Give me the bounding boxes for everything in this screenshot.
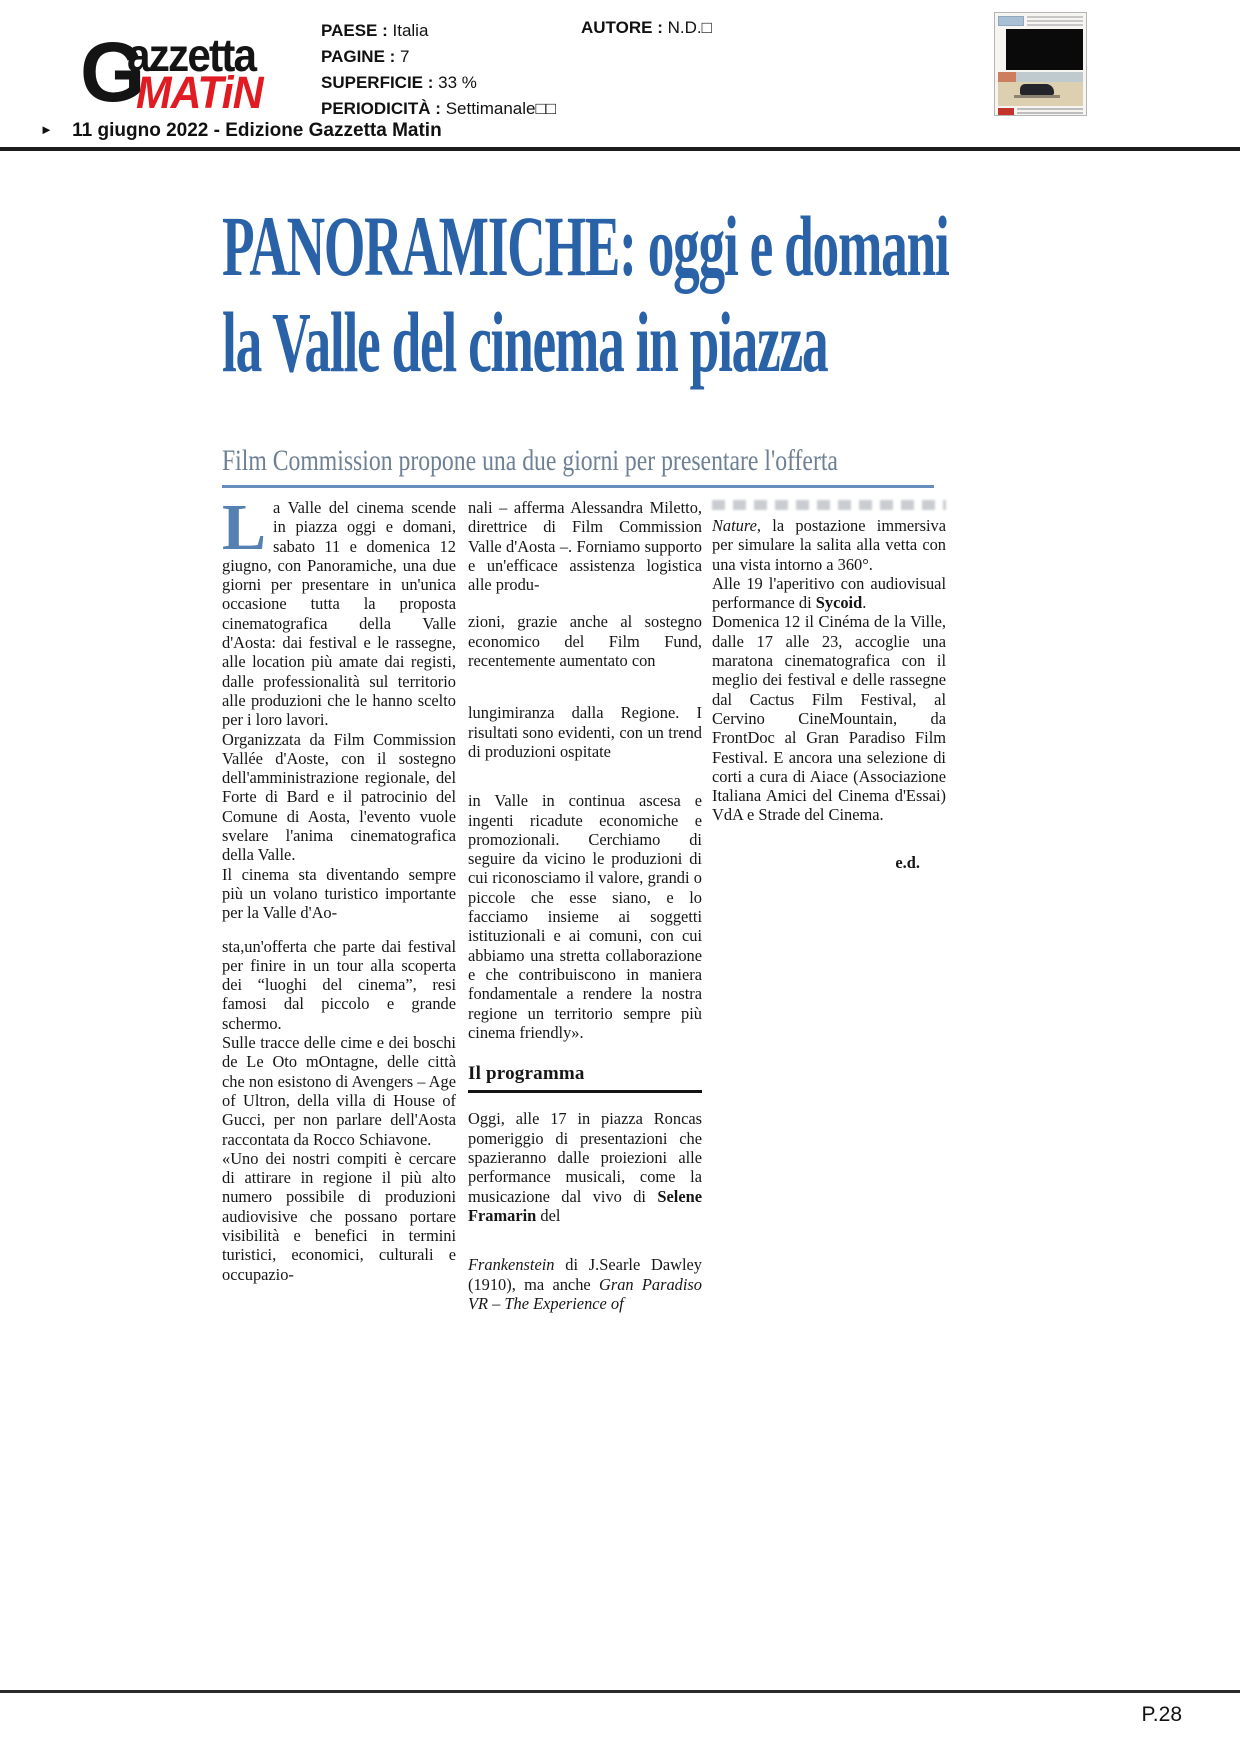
paragraph-text: a Valle del cinema scende in piazza oggi e domani, sabato 11 e domenica 12 giugno, con Panoramiche, una due giorni per presentare in un'unica occasione tutta la proposta cinematografica della Valle d'Aosta: dai festival e le rassegne, alle location più amate dai registi, dalle professionalità sul territorio alle produzioni che le hanno scelto per i loro lavori. [222,498,456,730]
thumbnail-logo-block [998,16,1024,26]
article-headline [222,198,949,390]
paragraph: Il cinema sta diventando sempre più un volano turistico importante per la Valle d'Ao- [222,864,456,923]
paragraph: Sulle tracce delle cime e dei boschi de Le Oto mOntagne, delle città che non esistono di Avengers – Age of Ultron, della villa di House of Gucci, per non parlare dell'Aosta raccontata da Rocco Schiavone. [222,1033,456,1149]
headline-line-1: PANORAMICHE: oggi e domani [222,198,949,294]
artist-name-bold: Sycoid [815,593,863,613]
article-subtitle [222,444,938,478]
meta-periodicita-label: PERIODICITÀ : [321,99,441,118]
body-column-3 [712,498,946,872]
meta-pagine-label: PAGINE : [321,47,396,66]
paragraph-text: . [862,593,867,613]
thumbnail-ad-ground [1014,95,1060,98]
thumbnail-footer-lines [1017,108,1083,116]
triangle-arrow-icon: ► [40,122,53,137]
meta-autore-label: AUTORE : [581,18,663,37]
body-column-2 [468,498,702,1313]
meta-pagine-value: 7 [400,47,410,66]
headline-line-2: la Valle del cinema in piazza [222,294,828,390]
meta-paese-label: PAESE : [321,21,388,40]
meta-periodicita [321,96,556,122]
paragraph [468,1109,702,1225]
dropcap-letter: L [222,491,267,564]
meta-superficie-value: 33 % [438,73,477,92]
footer-divider-rule [0,1690,1240,1693]
header-divider-rule [0,147,1240,151]
meta-superficie-label: SUPERFICIE : [321,73,434,92]
thumbnail-text-lines [1027,16,1083,27]
meta-superficie [321,70,556,96]
gazzetta-matin-logo [80,25,320,119]
logo-letter-g: G [80,25,143,119]
paragraph: Domenica 12 il Cinéma de la Ville, dalle 17 alle 23, accoglie una maratona cinematografica con il meglio dei festival e delle rassegne dal Cactus Film Festival, al Cervino CineMountain, da FrontDoc al Gran Paradiso Film Festival. E ancora una selezione di corti a cura di Aiace (Associazione Italiana Amici del Cinema d'Essai) VdA e Strade del Cinema. [712,612,946,825]
paragraph: nali – afferma Alessandra Miletto, direttrice di Film Commission Valle d'Aosta –. Forniamo supporto e un'efficace assistenza logistica alle produ- [468,498,702,595]
paragraph [712,574,946,613]
paragraph-text: , la postazione immersiva per simulare la salita alla vetta con una vista intorno a 360°. [712,516,946,574]
thumbnail-article-highlight [1006,29,1083,70]
film-title-italic: Gran Paradiso VR – The Experience of [468,1274,703,1313]
paragraph-text: di J.Searle Dawley (1910), ma anche [468,1255,702,1294]
section-header-il-programma: Il programma [468,1064,702,1093]
film-title-italic: Frankenstein [468,1255,555,1275]
paragraph: «Uno dei nostri compiti è cercare di attirare in regione il più alto numero possibile di produzioni audiovisive che possano portare visibilità e benefici in termini turistici, economici, culturali e occupazio- [222,1148,456,1284]
author-signature: e.d. [895,852,920,872]
logo-word-azzetta: azzetta [127,29,256,81]
article-subtitle-text: Film Commission propone una due giorni per presentare l'offerta [222,444,838,477]
person-name-bold: Selene Framarin [468,1186,702,1225]
clipping-metadata [321,18,556,122]
meta-paese-value: Italia [392,21,429,40]
meta-periodicita-value: Settimanale□□ [445,99,556,118]
paragraph-text: Alle 19 l'aperitivo con audiovisual performance di [712,573,946,613]
source-page-thumbnail [994,12,1087,116]
paragraph [222,491,456,730]
meta-autore [581,18,712,38]
film-title-italic: Nature [712,516,757,535]
meta-autore-value: N.D.□ [667,18,712,37]
thumbnail-car-ad [998,72,1083,106]
logo-word-matin: MATiN [136,67,263,118]
paragraph [468,1255,702,1313]
meta-paese [321,18,556,44]
paragraph-text: del [536,1205,561,1225]
paragraph: in Valle in continua ascesa e ingenti ricadute economiche e promozionali. Cerchiamo di seguire da vicino le produzioni di cui riconosciamo il valore, grandi o piccole che esse siano, e lo facciamo insieme ai soggetti istituzionali e ai comuni, con cui abbiamo una stretta collaborazione e che contribuiscono in maniera fondamentale a rendere la nostra regione un territorio sempre più cinema friendly». [468,791,702,1042]
meta-pagine [321,44,556,70]
edition-date-line [40,120,442,142]
thumbnail-footer [998,108,1083,116]
paragraph: lungimiranza dalla Regione. I risultati sono evidenti, con un trend di produzioni ospitate [468,703,702,761]
paragraph: sta,un'offerta che parte dai festival per finire in un tour alla scoperta dei “luoghi del cinema”, resi famosi dal piccolo e grande schermo. [222,936,456,1033]
thumbnail-ad-background [998,72,1083,82]
car-icon [1020,84,1054,95]
edition-date-text: 11 giugno 2022 - Edizione Gazzetta Matin [72,120,442,141]
paragraph-text: Oggi, alle 17 in piazza Roncas pomeriggio di presentazioni che spazieranno dalle proiezioni alle performance musicali, come la musicazione dal vivo di [468,1109,702,1206]
thumbnail-red-mark [998,108,1014,115]
body-column-1 [222,491,456,1284]
faded-scan-artifact [712,500,946,510]
thumbnail-masthead [998,16,1083,27]
paragraph: zioni, grazie anche al sostegno economico del Film Fund, recentemente aumentato con [468,612,702,671]
paragraph [712,516,946,574]
subtitle-underline-rule [222,485,934,488]
paragraph: Organizzata da Film Commission Vallée d'Aoste, con il sostegno dell'amministrazione regionale, del Forte di Bard e il patrocinio del Comune di Aosta, l'evento vuole svelare l'anima cinematografica della Valle. [222,729,456,865]
page-number: P.28 [1141,1703,1182,1726]
